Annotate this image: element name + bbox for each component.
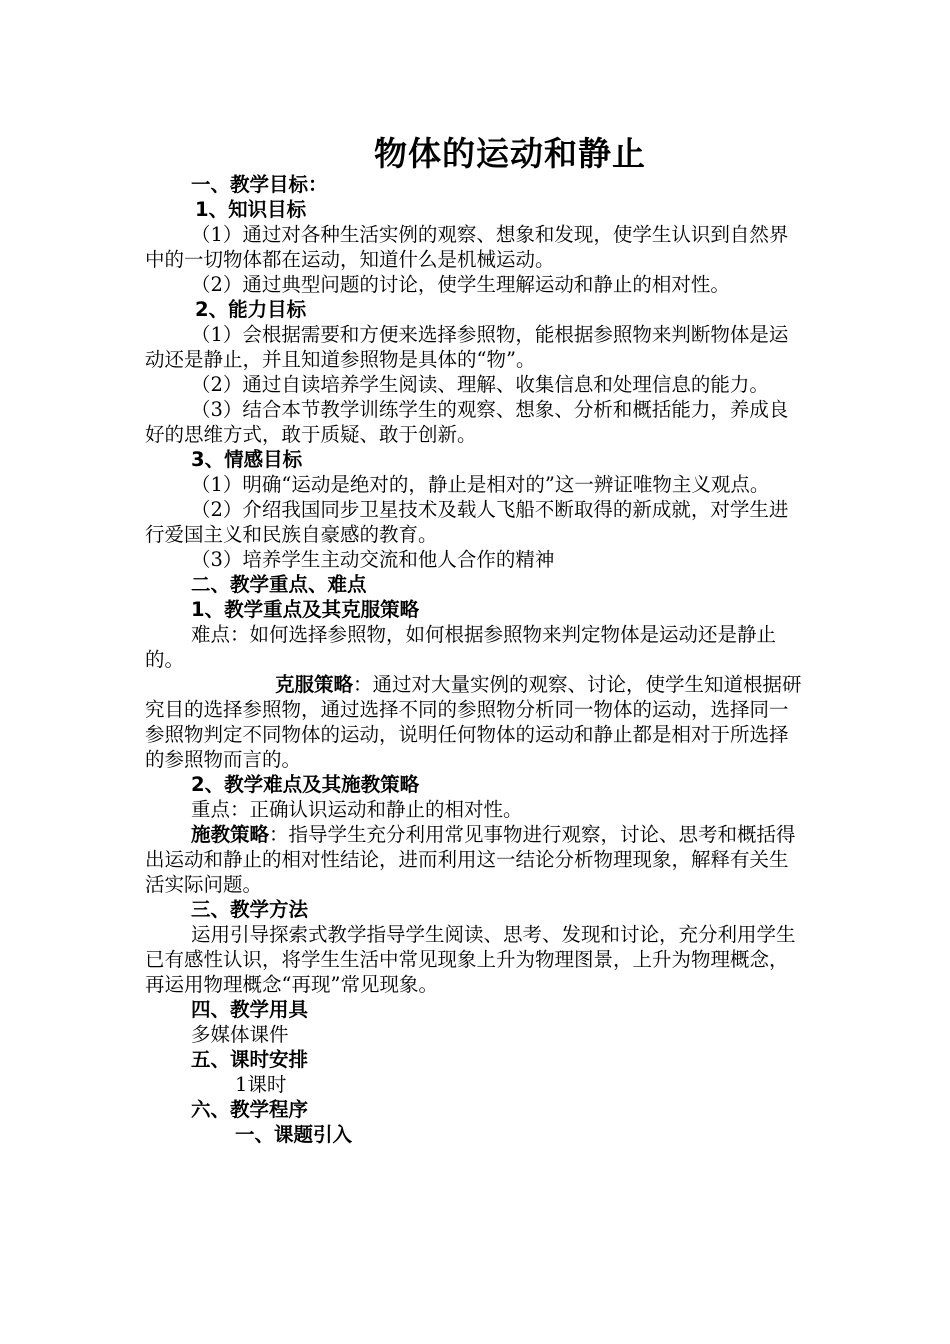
paragraph-emotion-1: （1）明确“运动是绝对的，静止是相对的”这一辨证唯物主义观点。	[191, 473, 770, 496]
paragraph-ability-3: （3）结合本节教学训练学生的观察、想象、分析和概括能力，养成良好的思维方式，敢于质疑、敢于创新。	[145, 398, 789, 446]
section-heading-key-points: 二、教学重点、难点	[191, 573, 367, 596]
subheading-ability: 2、能力目标	[195, 298, 307, 321]
paragraph-method: 运用引导探索式教学指导学生阅读、思考、发现和讨论，充分利用学生已有感性认识，将学生生活中常见现象上升为物理图景，上升为物理概念，再运用物理概念“再现”常见现象。	[145, 923, 796, 996]
section-heading-method: 三、教学方法	[191, 898, 309, 921]
paragraph-emotion-3: （3）培养学生主动交流和他人合作的精神	[191, 548, 555, 571]
document-body	[145, 172, 805, 1147]
paragraph-difficulty: 难点：如何选择参照物，如何根据参照物来判定物体是运动还是静止的。	[145, 623, 777, 671]
section-heading-procedure: 六、教学程序	[191, 1098, 309, 1121]
paragraph-key-point: 重点：正确认识运动和静止的相对性。	[191, 798, 523, 821]
page-title: 物体的运动和静止	[374, 134, 646, 173]
paragraph-knowledge-2: （2）通过典型问题的讨论，使学生理解运动和静止的相对性。	[191, 273, 730, 296]
section-heading-schedule: 五、课时安排	[191, 1048, 309, 1071]
paragraph-ability-1: （1）会根据需要和方便来选择参照物，能根据参照物来判断物体是运动还是静止，并且知道参照物是具体的“物”。	[145, 323, 789, 371]
paragraph-emotion-2: （2）介绍我国同步卫星技术及载人飞船不断取得的新成就，对学生进行爱国主义和民族自豪感的教育。	[145, 498, 789, 546]
subheading-emotion: 3、情感目标	[191, 448, 303, 471]
section-heading-tools: 四、教学用具	[191, 998, 309, 1021]
paragraph-knowledge-1: （1）通过对各种生活实例的观察、想象和发现，使学生认识到自然界中的一切物体都在运动，知道什么是机械运动。	[145, 223, 789, 271]
teaching-strategy-label: 施教策略	[191, 823, 270, 846]
subheading-key-strategy: 1、教学重点及其克服策略	[191, 598, 420, 621]
teaching-strategy-text: ：指导学生充分利用常见事物进行观察，讨论、思考和概括得出运动和静止的相对性结论，进而利用这一结论分析物理现象，解释有关生活实际问题。	[145, 823, 796, 896]
section-heading-objectives: 一、教学目标：	[191, 173, 328, 196]
subheading-difficulty-strategy: 2、教学难点及其施教策略	[191, 773, 420, 796]
paragraph-teaching-strategy	[145, 822, 805, 897]
paragraph-schedule: 1课时	[235, 1073, 287, 1096]
paragraph-overcome-strategy	[145, 672, 805, 772]
paragraph-ability-2: （2）通过自读培养学生阅读、理解、收集信息和处理信息的能力。	[191, 373, 769, 396]
paragraph-tools: 多媒体课件	[191, 1023, 289, 1046]
subheading-knowledge: 1、知识目标	[195, 198, 307, 221]
strategy-label: 克服策略	[275, 673, 354, 696]
subheading-introduction: 一、课题引入	[235, 1123, 353, 1146]
strategy-text: ：通过对大量实例的观察、讨论，使学生知道根据研究目的选择参照物，通过选择不同的参照物分析同一物体的运动，选择同一参照物判定不同物体的运动，说明任何物体的运动和静止都是相对于所选择的参照物而言的。	[145, 673, 802, 771]
